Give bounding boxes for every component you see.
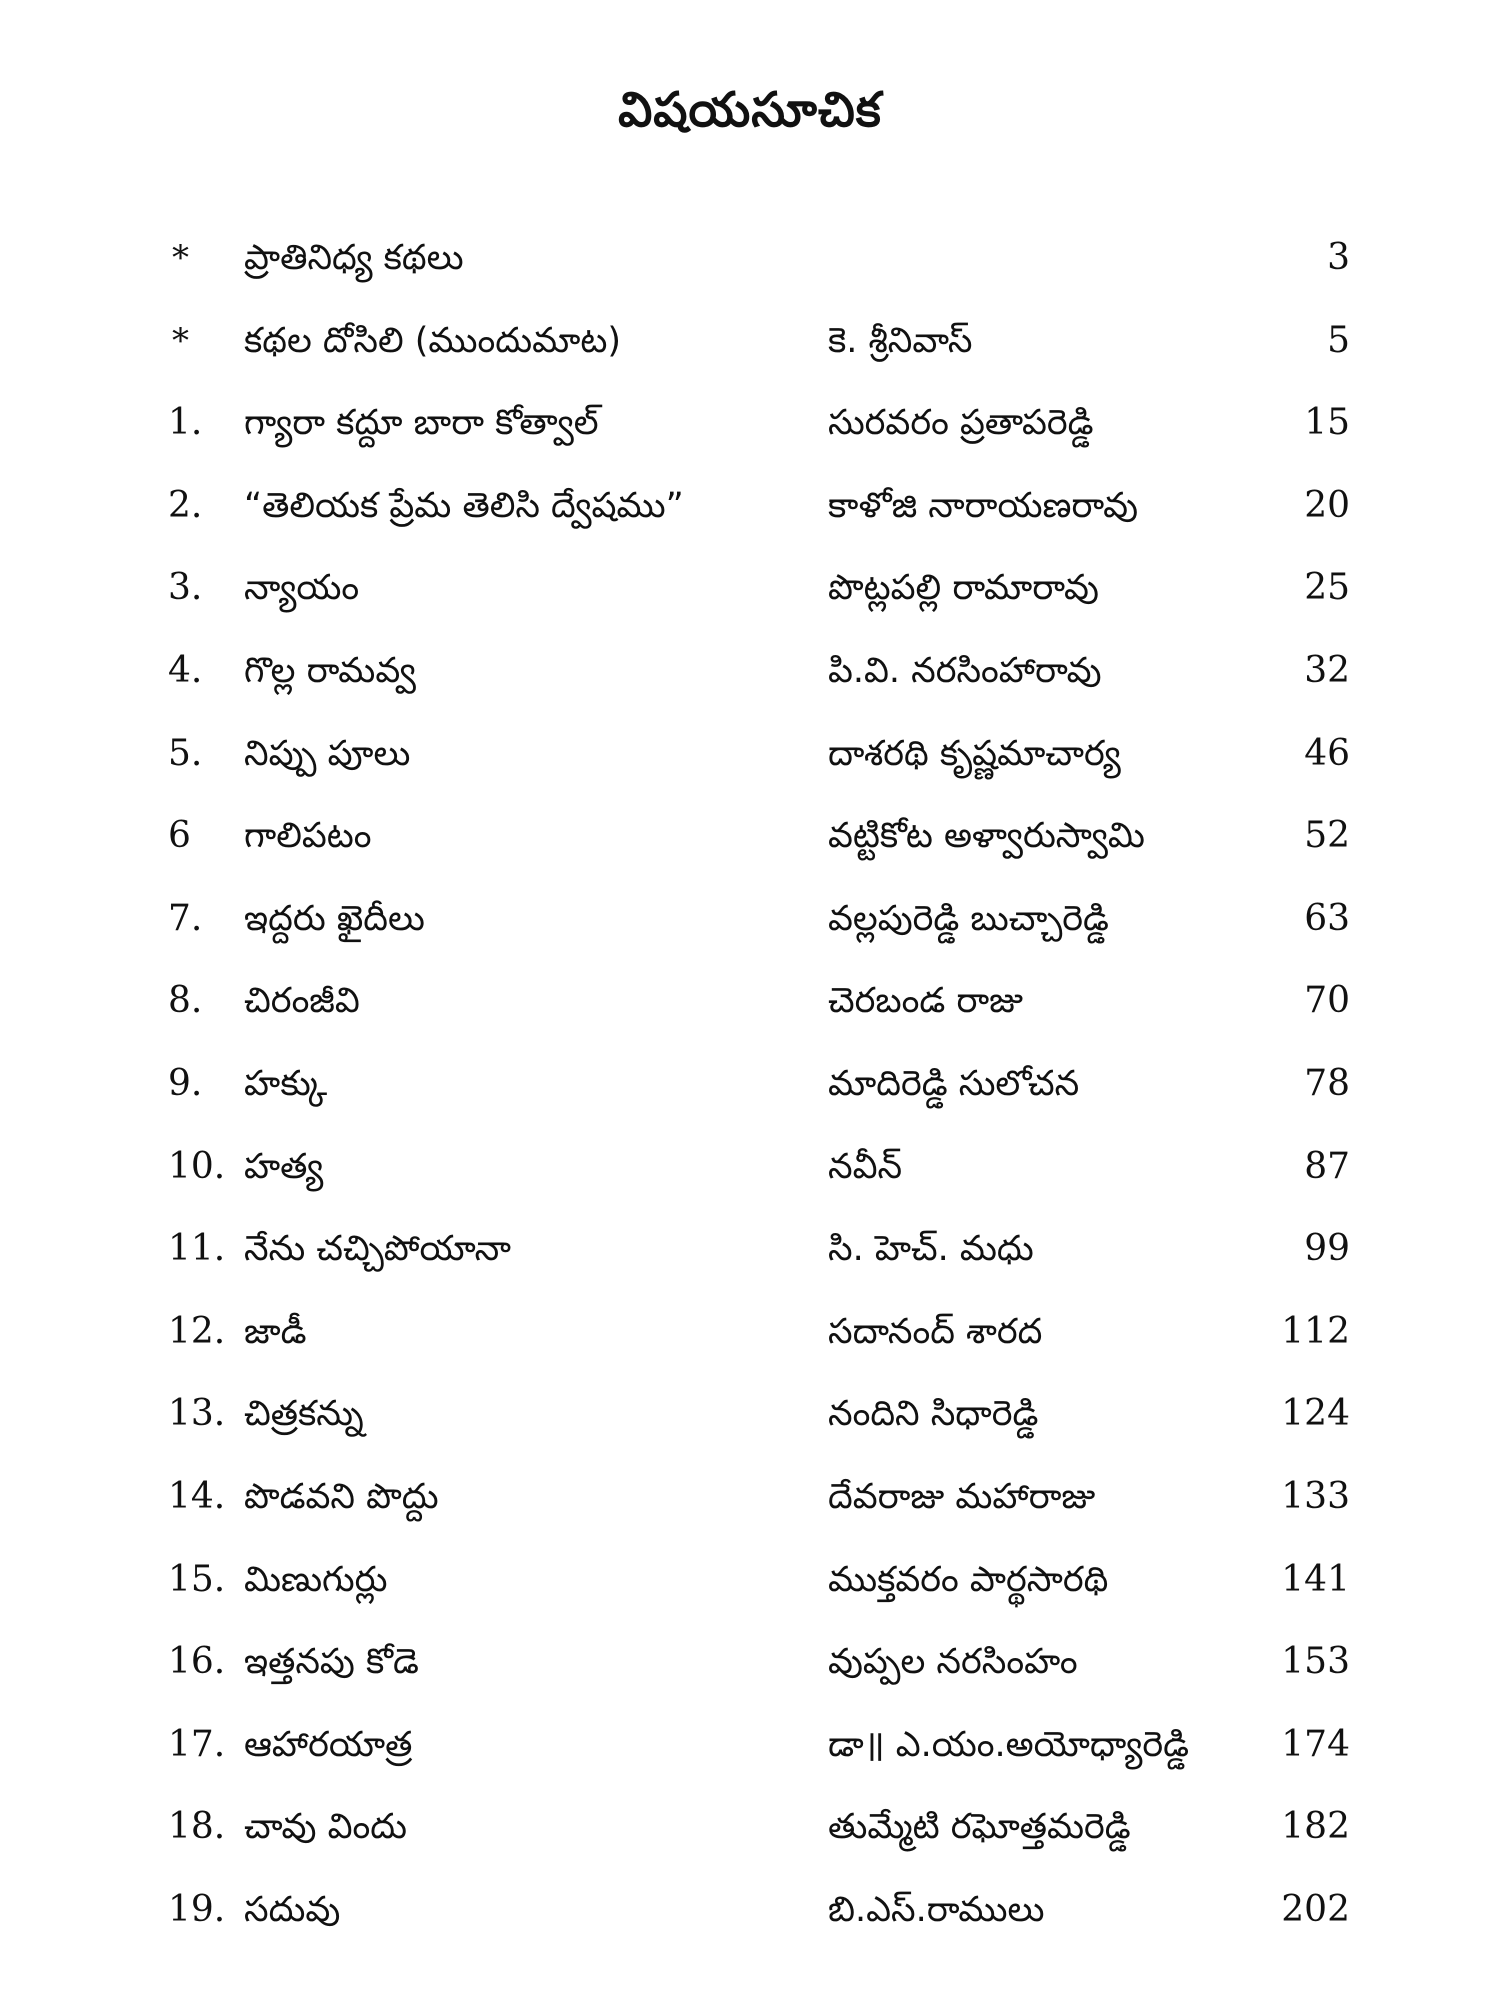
author-name: కె. శ్రీనివాస్: [828, 320, 973, 361]
story-title: చావు విందు: [244, 1807, 408, 1848]
toc-entry: [0, 889, 1500, 972]
page-number: 20: [1304, 484, 1350, 526]
toc-entry: [0, 1632, 1500, 1715]
author-name: తుమ్మేటి రఘోత్తమరెడ్డి: [828, 1807, 1131, 1848]
story-title: హత్య: [244, 1146, 324, 1187]
author-name: కాళోజి నారాయణరావు: [828, 485, 1139, 526]
page-number: 182: [1281, 1806, 1350, 1848]
page-number: 99: [1304, 1228, 1350, 1270]
page-number: 112: [1281, 1310, 1350, 1352]
story-title: ఆహారయాత్ర: [244, 1724, 413, 1765]
page-number: 70: [1304, 980, 1350, 1022]
author-name: దాశరథి కృష్ణమాచార్య: [828, 733, 1121, 774]
entry-number: 12.: [168, 1310, 226, 1352]
entry-number: 17.: [168, 1723, 226, 1765]
page-number: 153: [1281, 1641, 1350, 1683]
entry-number: 13.: [168, 1393, 226, 1435]
story-title: గాలిపటం: [244, 816, 372, 857]
toc-entry: [0, 1054, 1500, 1137]
page-number: 52: [1304, 815, 1350, 857]
entry-number: 19.: [168, 1888, 226, 1930]
story-title: కథల దోసిలి (ముందుమాట): [244, 320, 622, 361]
page-number: 63: [1304, 897, 1350, 939]
toc-entry: [0, 1137, 1500, 1220]
entry-number: *: [172, 320, 189, 361]
story-title: మిణుగుర్లు: [244, 1559, 388, 1600]
toc-entry: [0, 1797, 1500, 1880]
author-name: నందిని సిధారెడ్డి: [828, 1394, 1039, 1435]
toc-entry: [0, 971, 1500, 1054]
entry-number: 3.: [168, 567, 203, 609]
toc-entry: [0, 476, 1500, 559]
story-title: చిరంజీవి: [244, 981, 360, 1022]
entry-number: 5.: [168, 732, 203, 774]
page-title: విషయసూచిక: [618, 82, 882, 138]
author-name: వల్లపురెడ్డి బుచ్చారెడ్డి: [828, 898, 1109, 939]
author-name: డా॥ ఎ.యం.అయోధ్యారెడ్డి: [828, 1724, 1190, 1765]
author-name: సురవరం ప్రతాపరెడ్డి: [828, 403, 1094, 444]
author-name: చెరబండ రాజు: [828, 981, 1024, 1022]
toc-entry: [0, 1302, 1500, 1385]
toc-entry: [0, 311, 1500, 394]
page-number: 25: [1304, 567, 1350, 609]
entry-number: 9.: [168, 1062, 203, 1104]
story-title: హక్కు: [244, 1063, 328, 1104]
entry-number: 1.: [168, 402, 203, 444]
toc-entry: [0, 558, 1500, 641]
page-number: 46: [1304, 732, 1350, 774]
page-number: 133: [1281, 1475, 1350, 1517]
entry-number: 18.: [168, 1806, 226, 1848]
story-title: పొడవని పొద్దు: [244, 1476, 439, 1517]
story-title: న్యాయం: [244, 568, 360, 609]
page-number: 87: [1304, 1145, 1350, 1187]
story-title: ప్రాతినిధ్య కథలు: [244, 238, 464, 278]
toc-entry: [0, 1384, 1500, 1467]
story-title: నేను చచ్చిపోయానా: [244, 1229, 511, 1270]
page-number: 174: [1281, 1723, 1350, 1765]
toc-entry: [0, 1715, 1500, 1798]
author-name: ముక్తవరం పార్థసారథి: [828, 1559, 1109, 1600]
author-name: పి.వి. నరసింహారావు: [828, 650, 1102, 691]
author-name: దేవరాజు మహారాజు: [828, 1476, 1096, 1517]
author-name: బి.ఎస్.రాములు: [828, 1889, 1045, 1930]
author-name: నవీన్: [828, 1146, 903, 1187]
page-number: 3: [1327, 237, 1350, 278]
entry-number: 6: [168, 815, 191, 857]
page-number: 15: [1304, 402, 1350, 444]
toc-entry: [0, 724, 1500, 807]
entry-number: 4.: [168, 649, 203, 691]
story-title: చిత్రకన్ను: [244, 1394, 364, 1435]
entry-number: 10.: [168, 1145, 226, 1187]
page-number: 124: [1281, 1393, 1350, 1435]
entry-number: 14.: [168, 1475, 226, 1517]
author-name: వుప్పల నరసింహం: [828, 1642, 1078, 1683]
story-title: గ్యారా కద్దూ బారా కోత్వాల్: [244, 403, 599, 444]
page-number: 32: [1304, 649, 1350, 691]
story-title: ఇద్దరు ఖైదీలు: [244, 898, 425, 939]
author-name: సదానంద్ శారద: [828, 1311, 1043, 1352]
entry-number: 15.: [168, 1558, 226, 1600]
entry-number: 8.: [168, 980, 203, 1022]
author-name: సి. హెచ్. మధు: [828, 1229, 1034, 1270]
toc-entry: [0, 393, 1500, 476]
entry-number: *: [172, 238, 189, 278]
author-name: పొట్లపల్లి రామారావు: [828, 568, 1099, 609]
author-name: వట్టికోట అళ్వారుస్వామి: [828, 816, 1145, 857]
story-title: సదువు: [244, 1889, 341, 1930]
toc-entry: [0, 228, 1500, 311]
story-title: ఇత్తనపు కోడె: [244, 1642, 419, 1683]
story-title: జాడీ: [244, 1311, 307, 1352]
toc-entry: [0, 1467, 1500, 1550]
entry-number: 7.: [168, 897, 203, 939]
toc-entry: [0, 641, 1500, 724]
entry-number: 2.: [168, 484, 203, 526]
story-title: నిప్పు పూలు: [244, 733, 411, 774]
story-title: “తెలియక ప్రేమ తెలిసి ద్వేషము”: [244, 485, 684, 526]
toc-entry: [0, 806, 1500, 889]
page-number: 5: [1327, 319, 1350, 361]
page-number: 78: [1304, 1062, 1350, 1104]
entry-number: 16.: [168, 1641, 226, 1683]
entry-number: 11.: [168, 1228, 226, 1270]
toc-entry: [0, 1219, 1500, 1302]
table-of-contents: [0, 228, 1500, 1962]
story-title: గొల్ల రామవ్వ: [244, 650, 416, 691]
toc-entry: [0, 1550, 1500, 1633]
author-name: మాదిరెడ్డి సులోచన: [828, 1063, 1080, 1104]
toc-entry: [0, 1880, 1500, 1963]
page-number: 202: [1281, 1888, 1350, 1930]
page-number: 141: [1281, 1558, 1350, 1600]
